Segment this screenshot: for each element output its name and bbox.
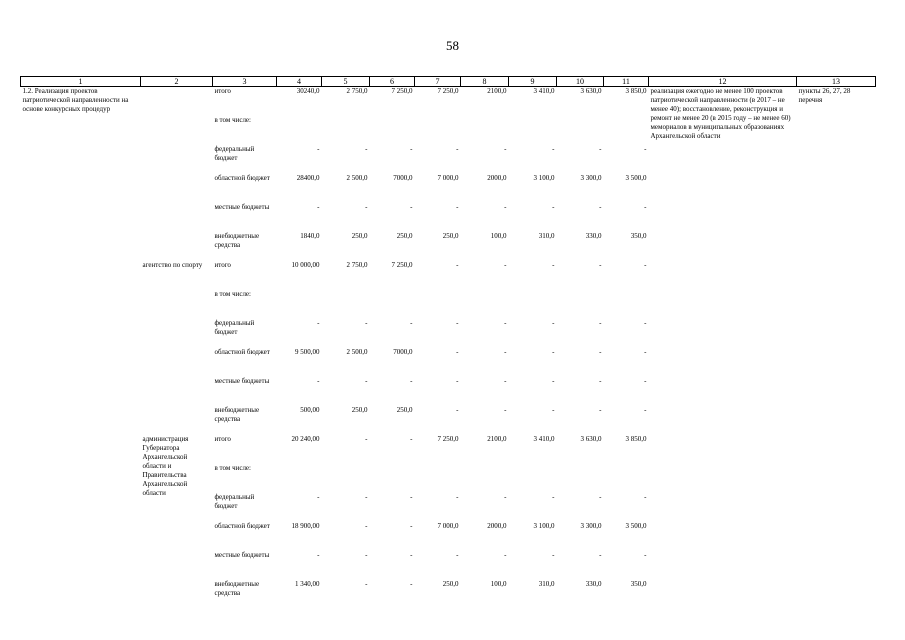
amount-cell: 1 340,00 bbox=[295, 580, 320, 588]
column-number: 1 bbox=[21, 77, 141, 87]
amount-cell: 3 410,0 bbox=[533, 87, 555, 95]
funding-source-label: федеральный бюджет bbox=[214, 493, 255, 510]
amount-cell: - bbox=[504, 145, 507, 153]
amount-cell: 330,0 bbox=[585, 232, 602, 240]
amount-cell: - bbox=[552, 551, 555, 559]
funding-source-label: федеральный бюджет bbox=[214, 145, 255, 162]
amount-cell bbox=[415, 116, 461, 145]
amount-cell: - bbox=[644, 145, 647, 153]
amount-cell: 3 500,0 bbox=[625, 522, 647, 530]
column-number: 13 bbox=[797, 77, 876, 87]
amount-cell: - bbox=[317, 145, 320, 153]
amount-cell: 2000,0 bbox=[487, 522, 507, 530]
amount-cell: 250,0 bbox=[442, 580, 459, 588]
amount-cell: - bbox=[599, 406, 602, 414]
amount-cell: 30240,0 bbox=[296, 87, 320, 95]
amount-cell: 9 500,00 bbox=[295, 348, 320, 356]
amount-cell: 3 100,0 bbox=[533, 174, 555, 182]
amount-cell: - bbox=[552, 319, 555, 327]
amount-cell: 3 100,0 bbox=[533, 522, 555, 530]
amount-cell: - bbox=[552, 348, 555, 356]
amount-cell: - bbox=[599, 261, 602, 269]
executor-name bbox=[141, 87, 213, 262]
funding-source-label: областной бюджет bbox=[214, 174, 270, 182]
amount-cell: - bbox=[456, 203, 459, 211]
amount-cell: - bbox=[599, 203, 602, 211]
amount-cell: - bbox=[504, 203, 507, 211]
amount-cell: 7 000,0 bbox=[437, 522, 459, 530]
amount-cell bbox=[370, 116, 415, 145]
amount-cell bbox=[461, 116, 509, 145]
amount-cell: - bbox=[365, 435, 368, 443]
amount-cell: 350,0 bbox=[630, 580, 647, 588]
amount-cell: 10 000,00 bbox=[291, 261, 320, 269]
amount-cell: - bbox=[365, 580, 368, 588]
amount-cell: - bbox=[317, 377, 320, 385]
measure-name: 1.2. Реализация проектов патриотической направленности на основе конкурсных процедур bbox=[22, 87, 129, 113]
funding-source-label: в том числе: bbox=[214, 290, 251, 298]
amount-cell: 3 500,0 bbox=[625, 174, 647, 182]
amount-cell: - bbox=[599, 145, 602, 153]
amount-cell: 2 500,0 bbox=[346, 348, 368, 356]
amount-cell: 250,0 bbox=[351, 406, 368, 414]
amount-cell: 3 850,0 bbox=[625, 87, 647, 95]
amount-cell: - bbox=[644, 348, 647, 356]
amount-cell: - bbox=[599, 319, 602, 327]
amount-cell: - bbox=[456, 493, 459, 501]
column-number: 3 bbox=[213, 77, 277, 87]
amount-cell: - bbox=[456, 319, 459, 327]
amount-cell: - bbox=[410, 319, 413, 327]
amount-cell: 2 750,0 bbox=[346, 87, 368, 95]
amount-cell: - bbox=[410, 435, 413, 443]
amount-cell: - bbox=[504, 377, 507, 385]
amount-cell: - bbox=[456, 348, 459, 356]
amount-cell: - bbox=[552, 406, 555, 414]
amount-cell: - bbox=[365, 145, 368, 153]
amount-cell: 100,0 bbox=[490, 580, 507, 588]
amount-cell: - bbox=[410, 580, 413, 588]
amount-cell: 7 250,0 bbox=[437, 87, 459, 95]
amount-cell bbox=[322, 464, 370, 493]
amount-cell: 500,00 bbox=[300, 406, 320, 414]
amount-cell: - bbox=[365, 522, 368, 530]
amount-cell: - bbox=[504, 319, 507, 327]
amount-cell bbox=[509, 116, 557, 145]
amount-cell: - bbox=[644, 551, 647, 559]
amount-cell: 3 850,0 bbox=[625, 435, 647, 443]
amount-cell: 3 300,0 bbox=[580, 174, 602, 182]
amount-cell: 310,0 bbox=[538, 580, 555, 588]
amount-cell: - bbox=[365, 551, 368, 559]
amount-cell: - bbox=[552, 377, 555, 385]
amount-cell: - bbox=[410, 493, 413, 501]
amount-cell: 3 630,0 bbox=[580, 87, 602, 95]
column-number: 12 bbox=[649, 77, 797, 87]
amount-cell: - bbox=[317, 203, 320, 211]
funding-source-label: местные бюджеты bbox=[214, 551, 270, 559]
amount-cell bbox=[277, 116, 322, 145]
amount-cell bbox=[557, 290, 604, 319]
amount-cell bbox=[415, 290, 461, 319]
executor-name: администрация Губернатора Архангельской области и Правительства Архангельской области bbox=[142, 435, 189, 497]
amount-cell: - bbox=[365, 203, 368, 211]
funding-source-label: итого bbox=[214, 261, 231, 269]
amount-cell: 7 250,0 bbox=[437, 435, 459, 443]
amount-cell bbox=[604, 116, 649, 145]
amount-cell: 250,0 bbox=[442, 232, 459, 240]
amount-cell bbox=[322, 116, 370, 145]
amount-cell: 2000,0 bbox=[487, 174, 507, 182]
amount-cell: - bbox=[365, 319, 368, 327]
amount-cell bbox=[509, 464, 557, 493]
amount-cell bbox=[557, 464, 604, 493]
column-number: 9 bbox=[509, 77, 557, 87]
amount-cell: 350,0 bbox=[630, 232, 647, 240]
amount-cell: - bbox=[599, 551, 602, 559]
amount-cell: - bbox=[644, 261, 647, 269]
funding-source-label: в том числе: bbox=[214, 116, 251, 124]
column-number: 7 bbox=[415, 77, 461, 87]
amount-cell: 2100,0 bbox=[487, 435, 507, 443]
amount-cell: - bbox=[552, 203, 555, 211]
funding-source-label: итого bbox=[214, 87, 231, 95]
amount-cell: 20 240,00 bbox=[291, 435, 320, 443]
amount-cell bbox=[415, 464, 461, 493]
amount-cell: 18 900,00 bbox=[291, 522, 320, 530]
amount-cell: 7000,0 bbox=[393, 174, 413, 182]
amount-cell bbox=[509, 290, 557, 319]
amount-cell: - bbox=[365, 493, 368, 501]
funding-source-label: в том числе: bbox=[214, 464, 251, 472]
amount-cell: 2100,0 bbox=[487, 87, 507, 95]
amount-cell: 3 630,0 bbox=[580, 435, 602, 443]
amount-cell: - bbox=[504, 348, 507, 356]
reference-items: пункты 26, 27, 28 перечня bbox=[798, 87, 851, 104]
amount-cell: 7 000,0 bbox=[437, 174, 459, 182]
amount-cell: - bbox=[365, 377, 368, 385]
funding-source-label: областной бюджет bbox=[214, 522, 270, 530]
amount-cell: - bbox=[644, 406, 647, 414]
amount-cell: - bbox=[504, 261, 507, 269]
amount-cell: 330,0 bbox=[585, 580, 602, 588]
amount-cell: 7 250,0 bbox=[391, 261, 413, 269]
amount-cell bbox=[557, 116, 604, 145]
amount-cell: - bbox=[410, 551, 413, 559]
funding-source-label: внебюджетные средства bbox=[214, 406, 260, 423]
amount-cell bbox=[277, 290, 322, 319]
amount-cell: 250,0 bbox=[396, 232, 413, 240]
funding-source-label: местные бюджеты bbox=[214, 377, 270, 385]
executor-name: агентство по спорту bbox=[142, 261, 203, 269]
funding-source-label: итого bbox=[214, 435, 231, 443]
amount-cell bbox=[604, 464, 649, 493]
amount-cell: 7 250,0 bbox=[391, 87, 413, 95]
amount-cell bbox=[370, 290, 415, 319]
amount-cell: 100,0 bbox=[490, 232, 507, 240]
page-number: 58 bbox=[446, 38, 459, 53]
amount-cell: - bbox=[552, 261, 555, 269]
expected-result: реализация ежегодно не менее 100 проектов патриотической направленности (в 2017 – не менее 40); восстановление, реконструкция и ремонт не менее 20 (в 2015 году – не менее 60) мемориалов в муниципальных образованиях Архангельской области bbox=[650, 87, 791, 140]
table-row bbox=[21, 87, 876, 117]
amount-cell: - bbox=[599, 493, 602, 501]
amount-cell: - bbox=[599, 348, 602, 356]
amount-cell bbox=[604, 290, 649, 319]
amount-cell: - bbox=[644, 319, 647, 327]
amount-cell: - bbox=[504, 551, 507, 559]
amount-cell: 7000,0 bbox=[393, 348, 413, 356]
amount-cell: - bbox=[456, 551, 459, 559]
column-number: 2 bbox=[141, 77, 213, 87]
amount-cell: 3 410,0 bbox=[533, 435, 555, 443]
amount-cell: - bbox=[644, 203, 647, 211]
funding-source-label: федеральный бюджет bbox=[214, 319, 255, 336]
amount-cell: - bbox=[410, 377, 413, 385]
column-number: 4 bbox=[277, 77, 322, 87]
amount-cell: 250,0 bbox=[396, 406, 413, 414]
column-number: 10 bbox=[557, 77, 604, 87]
amount-cell: - bbox=[504, 493, 507, 501]
amount-cell: - bbox=[504, 406, 507, 414]
amount-cell: - bbox=[599, 377, 602, 385]
amount-cell: - bbox=[456, 261, 459, 269]
amount-cell: - bbox=[317, 551, 320, 559]
amount-cell: - bbox=[456, 145, 459, 153]
amount-cell bbox=[370, 464, 415, 493]
amount-cell bbox=[461, 464, 509, 493]
column-number: 6 bbox=[370, 77, 415, 87]
amount-cell: 250,0 bbox=[351, 232, 368, 240]
funding-source-label: областной бюджет bbox=[214, 348, 270, 356]
amount-cell: - bbox=[644, 377, 647, 385]
column-number: 5 bbox=[322, 77, 370, 87]
column-number: 8 bbox=[461, 77, 509, 87]
amount-cell: - bbox=[410, 145, 413, 153]
amount-cell: 2 750,0 bbox=[346, 261, 368, 269]
amount-cell: 1840,0 bbox=[300, 232, 320, 240]
amount-cell: 28400,0 bbox=[296, 174, 320, 182]
amount-cell: - bbox=[410, 203, 413, 211]
funding-source-label: местные бюджеты bbox=[214, 203, 270, 211]
amount-cell bbox=[461, 290, 509, 319]
amount-cell: - bbox=[410, 522, 413, 530]
amount-cell: - bbox=[552, 145, 555, 153]
funding-source-label: внебюджетные средства bbox=[214, 580, 260, 597]
amount-cell: - bbox=[552, 493, 555, 501]
amount-cell: 2 500,0 bbox=[346, 174, 368, 182]
amount-cell: - bbox=[317, 319, 320, 327]
amount-cell: 310,0 bbox=[538, 232, 555, 240]
funding-source-label: внебюджетные средства bbox=[214, 232, 260, 249]
amount-cell: - bbox=[456, 406, 459, 414]
amount-cell: - bbox=[317, 493, 320, 501]
amount-cell: - bbox=[644, 493, 647, 501]
amount-cell: 3 300,0 bbox=[580, 522, 602, 530]
amount-cell: - bbox=[456, 377, 459, 385]
column-number-row bbox=[21, 77, 876, 87]
amount-cell bbox=[322, 290, 370, 319]
budget-table bbox=[20, 76, 876, 609]
column-number: 11 bbox=[604, 77, 649, 87]
amount-cell bbox=[277, 464, 322, 493]
